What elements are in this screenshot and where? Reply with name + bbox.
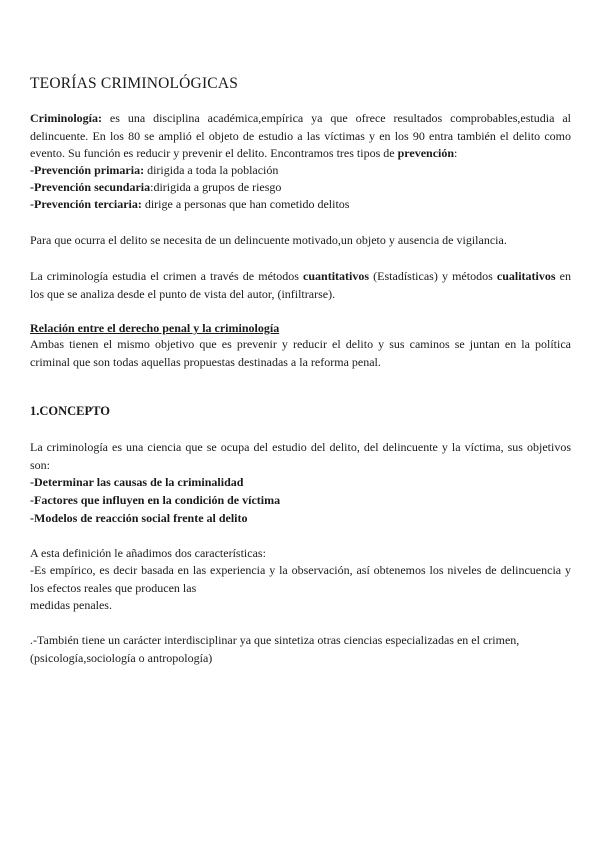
crime-requirements-paragraph: Para que ocurra el delito se necesita de un delincuente motivado,un objeto y ausencia de vigilancia.: [30, 233, 507, 247]
characteristic-interdisciplinary: .-También tiene un carácter interdisciplinar ya que sintetiza otras ciencias especializadas en el crimen, (psicología,sociología o antropología): [30, 633, 520, 665]
characteristic-empirical: -Es empírico, es decir basada en las experiencia y la observación, así obtenemos los niveles de delincuencia y los efectos reales que producen las: [30, 563, 571, 595]
methods-paragraph: [30, 268, 571, 303]
characteristics-intro: A esta definición le añadimos dos características:: [30, 546, 266, 560]
methods-text: La criminología estudia el crimen a través de métodos: [30, 269, 304, 283]
prevention-label: -Prevención secundaria: [30, 180, 151, 194]
prevention-label: -Prevención primaria:: [30, 163, 145, 177]
methods-text: (Estadísticas) y métodos: [369, 269, 497, 283]
prevention-word: prevención: [397, 146, 455, 160]
prevention-label: -Prevención terciaria:: [30, 197, 142, 211]
definition-text: es una disciplina académica,empírica ya que ofrece resultados comprobables,estudia al delincuente. En los 80 se amplió el objeto de estudio a las víctimas y en los 90 entra también el delito como evento. Su función es reducir y prevenir el delito. Encontramos tres tipos de: [30, 111, 571, 160]
section-heading-concepto: 1.CONCEPTO: [30, 404, 110, 418]
objective-text: -Factores que influyen en la condición de víctima: [30, 493, 281, 507]
relation-heading-text: Relación entre el derecho penal y la criminología: [30, 321, 280, 335]
criminology-term: Criminología:: [30, 111, 102, 125]
prevention-text: :dirigida a grupos de riesgo: [150, 180, 282, 194]
objective-item: [30, 492, 571, 510]
characteristic-empirical-end: medidas penales.: [30, 598, 112, 612]
objective-text: -Modelos de reacción social frente al delito: [30, 511, 248, 525]
objective-text: -Determinar las causas de la criminalidad: [30, 475, 244, 489]
prevention-tertiary: [30, 196, 571, 214]
relation-paragraph: Ambas tienen el mismo objetivo que es prevenir y reducir el delito y sus caminos se juntan en la política criminal que son todas aquellas propuestas destinadas a la reforma penal.: [30, 337, 571, 369]
prevention-secondary: [30, 179, 571, 197]
concept-paragraph: La criminología es una ciencia que se ocupa del estudio del delito, del delincuente y la víctima, sus objetivos son:: [30, 440, 571, 472]
prevention-text: dirigida a toda la población: [144, 163, 279, 177]
document-title: TEORÍAS CRIMINOLÓGICAS: [30, 75, 239, 92]
criminology-definition: [30, 110, 571, 163]
objective-item: [30, 474, 571, 492]
relation-heading: [30, 320, 571, 338]
quantitative-word: cuantitativos: [303, 269, 370, 283]
prevention-primary: [30, 162, 571, 180]
definition-colon: :: [454, 146, 458, 160]
methods-text: en los que se analiza desde el punto de vista del autor, (infiltrarse).: [30, 269, 571, 301]
objective-item: [30, 510, 571, 528]
qualitative-word: cualitativos: [496, 269, 556, 283]
prevention-text: dirige a personas que han cometido delitos: [141, 197, 350, 211]
